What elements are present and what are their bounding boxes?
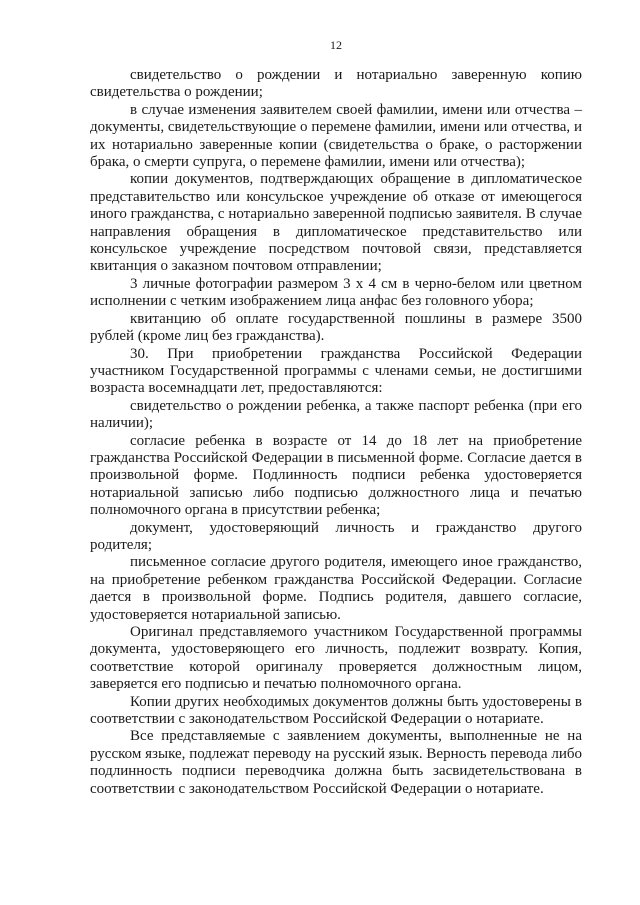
document-body bbox=[90, 67, 582, 798]
paragraph-translation-requirement: Все представляемые с заявлением документы, выполненные не на русском языке, подлежат переводу на русский язык. Верность перевода либо подлинность подписи переводчика должна быть засвидетельствована в соответствии с законодательством Российской Федерации о нотариате. bbox=[90, 728, 582, 797]
page-number: 12 bbox=[330, 38, 342, 52]
paragraph-name-change-documents: в случае изменения заявителем своей фамилии, имени или отчества – документы, свидетельствующие о перемене фамилии, имени или отчества, и их нотариально заверенные копии (свидетельства о браке, о расторжении брака, о смерти супруга, о перемене фамилии, имени или отчества); bbox=[90, 101, 582, 171]
paragraph-original-document-return: Оригинал представляемого участником Государственной программы документа, удостоверяющего его личность, подлежит возврату. Копия, соответствие которой оригиналу проверяется должностным лицом, заверяется его подписью и печатью полномочного органа. bbox=[90, 624, 582, 693]
paragraph-other-parent-id: документ, удостоверяющий личность и гражданство другого родителя; bbox=[90, 519, 582, 553]
paragraph-birth-certificate: свидетельство о рождении и нотариально заверенную копию свидетельства о рождении; bbox=[90, 67, 582, 101]
paragraph-citizenship-renunciation: копии документов, подтверждающих обращение в дипломатическое представительство или консульское учреждение об отказе от имеющегося иного гражданства, с нотариально заверенной подписью заявителя. В случае направления обращения в дипломатическое представительство или консульское учреждение посредством почтовой связи, представляется квитанция о заказном почтовом отправлении; bbox=[90, 171, 582, 275]
paragraph-clause-30: 30. При приобретении гражданства Российской Федерации участником Государственной программы с членами семьи, не достигшими возраста восемнадцати лет, предоставляются: bbox=[90, 345, 582, 397]
paragraph-child-consent: согласие ребенка в возрасте от 14 до 18 лет на приобретение гражданства Российской Федерации в письменной форме. Согласие дается в произвольной форме. Подлинность подписи ребенка удостоверяется нотариальной записью либо подписью должностного лица и печатью полномочного органа в присутствии ребенка; bbox=[90, 432, 582, 519]
paragraph-copies-certification: Копии других необходимых документов должны быть удостоверены в соответствии с законодательством Российской Федерации о нотариате. bbox=[90, 693, 582, 728]
paragraph-state-fee-receipt: квитанцию об оплате государственной пошлины в размере 3500 рублей (кроме лиц без гражданства). bbox=[90, 310, 582, 345]
paragraph-child-birth-certificate: свидетельство о рождении ребенка, а также паспорт ребенка (при его наличии); bbox=[90, 397, 582, 432]
paragraph-photographs: 3 личные фотографии размером 3 х 4 см в черно-белом или цветном исполнении с четким изображением лица анфас без головного убора; bbox=[90, 275, 582, 310]
paragraph-other-parent-consent: письменное согласие другого родителя, имеющего иное гражданство, на приобретение ребенком гражданства Российской Федерации. Согласие дается в произвольной форме. Подпись родителя, давшего согласие, удостоверяется нотариальной записью. bbox=[90, 554, 582, 623]
